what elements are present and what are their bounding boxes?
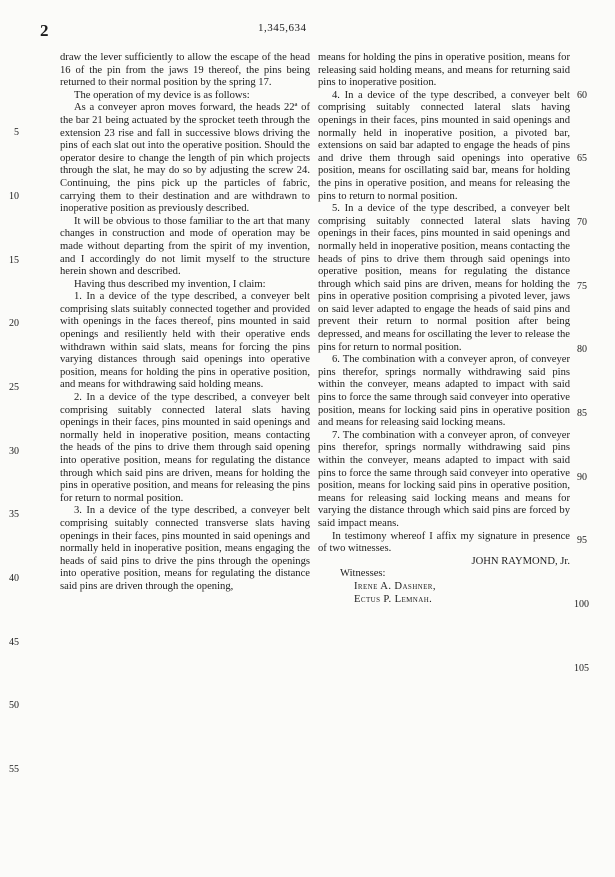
line-number: 85: [577, 408, 587, 419]
line-number: 95: [577, 535, 587, 546]
paragraph: means for holding the pins in operative position, means for releasing said holding means, and means for returning said pins to inoperative position.: [318, 52, 570, 89]
paragraph: draw the lever sufficiently to allow the escape of the head 16 of the pin from the jaws 19 thereof, the pins being returned to their normal position by the spring 17.: [60, 52, 310, 89]
claim-3: 3. In a device of the type described, a conveyer belt comprising suitably connected transverse slats having openings in their faces, pins mounted in said openings and normally held in inoperative position, means engaging the heads of said pins to drive the pins through the openings into operative position, means for regulating the distance said pins are driven through the opening,: [60, 505, 310, 592]
line-number: 75: [577, 281, 587, 292]
claim-4: 4. In a device of the type described, a conveyer belt comprising suitably connected lateral slats having openings in their faces, pins mounted in said openings and normally held in inoperative position, a pivoted bar, extensions on said bar adapted to engage the heads of pins and drive them through said openings into operative position, means for oscillating said bar, means for holding the pins in operative position, and means for releasing the pins to return to normal position.: [318, 89, 570, 202]
line-number: 5: [14, 127, 19, 138]
line-number: 105: [574, 663, 589, 674]
claim-1: 1. In a device of the type described, a conveyer belt comprising slats suitably connected together and provided with openings in the faces thereof, pins mounted in said openings and resiliently held with their operative ends withdrawn within said slats, means for forcing the pins varying distances through said openings into operative position, means for holding the pins in operative position, and means for withdrawing said holding means.: [60, 291, 310, 391]
paragraph: Having thus described my invention, I claim:: [74, 278, 266, 290]
claim-5: 5. In a device of the type described, a conveyer belt comprising suitably connected lateral slats having openings in their faces, pins mounted in said openings and normally held in inoperative position, means contacting the heads of pins to drive them through said openings into operative position, means for regulating the distance through which said pins are driven, means for holding the pins in operative position comprising a pivoted lever, jaws on said lever adapted to engage the heads of said pins and prevent their return to normal position after being depressed, and means for oscillating the lever to release the pins for return to normal position.: [318, 203, 570, 353]
line-number: 10: [9, 191, 19, 202]
line-number: 15: [9, 255, 19, 266]
paragraph: It will be obvious to those familiar to the art that many changes in construction and mode of operation may be made without departing from the spirit of my invention, and I accordingly do not limit myself to the structure herein shown and described.: [60, 215, 310, 278]
claim-7: 7. The combination with a conveyer apron, of conveyer pins therefor, springs normally withdrawing said pins within the conveyer, means adapted to impact with said pins to force the same through said conveyer into operative position, means for locking said pins in operative position, means for releasing said locking means and means for varying the distance through which said pins are forced by said impact means.: [318, 429, 570, 529]
claim-6: 6. The combination with a conveyer apron, of conveyer pins therefor, springs normally withdrawing said pins within the conveyer, means adapted to impact with said pins to force the same through said conveyer into operative position, means for locking said pins in operative position and means for releasing said locking means.: [318, 354, 570, 429]
line-number: 40: [9, 573, 19, 584]
witness-name: Ectus P. Lemnah.: [354, 593, 433, 605]
patent-number: 1,345,634: [258, 22, 307, 34]
testimony: In testimony whereof I affix my signature in presence of two witnesses.: [318, 530, 570, 555]
line-number: 25: [9, 382, 19, 393]
line-number: 30: [9, 446, 19, 457]
claim-2: 2. In a device of the type described, a conveyer belt comprising suitably connected lateral slats having openings in their faces, pins mounted in said openings and normally held in inoperative position, means contacting the heads of the pins to drive them through said opening into operative position, means for regulating the distance through which said pins are driven, means for holding the pins in operative position, and means for releasing the pins for return to normal position.: [60, 392, 310, 504]
page-number: 2: [40, 21, 49, 40]
line-number: 45: [9, 637, 19, 648]
line-number: 60: [577, 90, 587, 101]
line-number: 55: [9, 764, 19, 775]
line-number: 90: [577, 472, 587, 483]
paragraph: As a conveyer apron moves forward, the heads 22ª of the bar 21 being actuated by the sprocket teeth through the extension 23 rise and fall in successive blows driving the pins of each slat out into the operative position. Should the operator desire to change the length of pin which projects through the slat, he may do so by adjusting the screw 24. Continuing, the pins pick up the particles of fabric, carrying them to their destination and are withdrawn to inoperative position as previously described.: [60, 102, 310, 215]
line-number: 35: [9, 509, 19, 520]
witnesses-label: Witnesses:: [340, 568, 386, 580]
signature: JOHN RAYMOND, Jr.: [471, 555, 570, 567]
line-number: 70: [577, 217, 587, 228]
line-number: 50: [9, 700, 19, 711]
line-number: 65: [577, 153, 587, 164]
paragraph: The operation of my device is as follows:: [74, 89, 250, 101]
left-column: [60, 52, 310, 594]
witness-name: Irene A. Dashner,: [354, 580, 436, 592]
line-number: 80: [577, 344, 587, 355]
line-number: 100: [574, 599, 589, 610]
line-number: 20: [9, 318, 19, 329]
right-column: [318, 52, 570, 606]
